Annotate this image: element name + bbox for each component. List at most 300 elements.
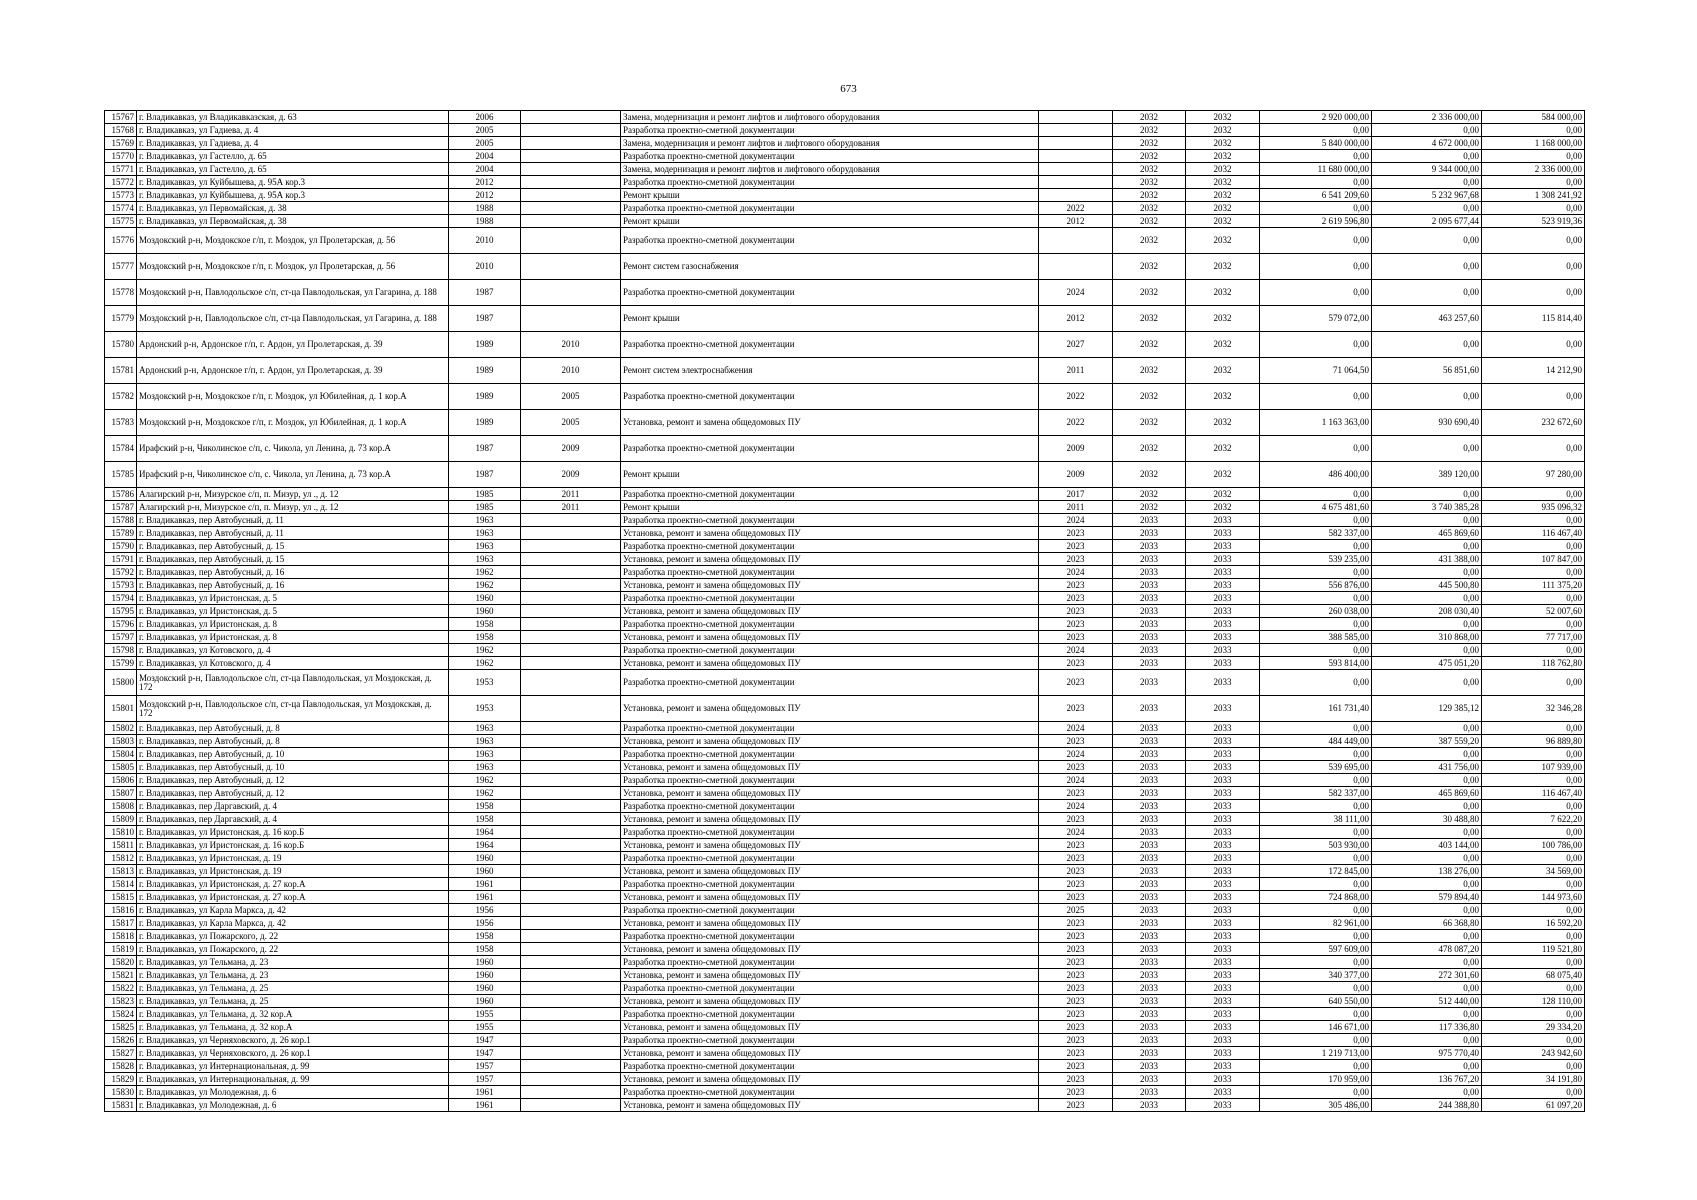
row-number-cell: 15816	[105, 904, 137, 917]
work-type-cell: Замена, модернизация и ремонт лифтов и лифтового оборудования	[621, 163, 1039, 176]
row-number-cell: 15792	[105, 566, 137, 579]
page-number: 673	[840, 83, 857, 95]
row-number-cell: 15818	[105, 930, 137, 943]
row-number-cell: 15831	[105, 1099, 137, 1112]
row-number-cell: 15800	[105, 670, 137, 696]
plan-start-year-cell: 2033	[1113, 1008, 1186, 1021]
total-cost-cell: 597 609,00	[1260, 943, 1372, 956]
plan-end-year-cell: 2033	[1186, 813, 1260, 826]
fund-cost-cell: 0,00	[1372, 228, 1482, 254]
fund-cost-cell: 56 851,60	[1372, 358, 1482, 384]
address-cell: г. Владикавказ, пер Автобусный, д. 11	[137, 514, 449, 527]
plan-start-year-cell: 2033	[1113, 904, 1186, 917]
total-cost-cell: 71 064,50	[1260, 358, 1372, 384]
last-repair-year-cell: 2017	[1039, 488, 1113, 501]
total-cost-cell: 0,00	[1260, 488, 1372, 501]
year-built-cell: 1963	[449, 553, 521, 566]
plan-end-year-cell: 2033	[1186, 696, 1260, 722]
work-type-cell: Разработка проектно-сметной документации	[621, 228, 1039, 254]
owners-cost-cell: 96 889,80	[1482, 735, 1585, 748]
year-repair-cell	[521, 943, 621, 956]
year-repair-cell	[521, 995, 621, 1008]
address-cell: г. Владикавказ, пер Автобусный, д. 12	[137, 787, 449, 800]
year-repair-cell	[521, 1047, 621, 1060]
last-repair-year-cell: 2023	[1039, 852, 1113, 865]
plan-end-year-cell: 2033	[1186, 670, 1260, 696]
address-cell: г. Владикавказ, ул Иристонская, д. 19	[137, 852, 449, 865]
row-number-cell: 15780	[105, 332, 137, 358]
total-cost-cell: 539 695,00	[1260, 761, 1372, 774]
year-repair-cell	[521, 553, 621, 566]
total-cost-cell: 0,00	[1260, 280, 1372, 306]
plan-start-year-cell: 2033	[1113, 566, 1186, 579]
fund-cost-cell: 0,00	[1372, 540, 1482, 553]
address-cell: г. Владикавказ, ул Молодежная, д. 6	[137, 1086, 449, 1099]
table-row	[105, 384, 1585, 410]
plan-start-year-cell: 2033	[1113, 761, 1186, 774]
row-number-cell: 15787	[105, 501, 137, 514]
row-number-cell: 15778	[105, 280, 137, 306]
work-type-cell: Разработка проектно-сметной документации	[621, 514, 1039, 527]
plan-end-year-cell: 2032	[1186, 124, 1260, 137]
year-built-cell: 1963	[449, 722, 521, 735]
address-cell: г. Владикавказ, ул Карла Маркса, д. 42	[137, 917, 449, 930]
address-cell: г. Владикавказ, ул Черняховского, д. 26 кор.1	[137, 1047, 449, 1060]
owners-cost-cell: 232 672,60	[1482, 410, 1585, 436]
year-built-cell: 1963	[449, 514, 521, 527]
address-cell: г. Владикавказ, пер Автобусный, д. 16	[137, 566, 449, 579]
address-cell: г. Владикавказ, ул Тельмана, д. 25	[137, 982, 449, 995]
year-built-cell: 1947	[449, 1034, 521, 1047]
year-repair-cell	[521, 670, 621, 696]
plan-end-year-cell: 2033	[1186, 1047, 1260, 1060]
year-repair-cell	[521, 813, 621, 826]
last-repair-year-cell: 2024	[1039, 748, 1113, 761]
fund-cost-cell: 389 120,00	[1372, 462, 1482, 488]
last-repair-year-cell	[1039, 228, 1113, 254]
fund-cost-cell: 244 388,80	[1372, 1099, 1482, 1112]
year-repair-cell	[521, 982, 621, 995]
total-cost-cell: 0,00	[1260, 878, 1372, 891]
row-number-cell: 15828	[105, 1060, 137, 1073]
row-number-cell: 15799	[105, 657, 137, 670]
address-cell: г. Владикавказ, ул Котовского, д. 4	[137, 644, 449, 657]
total-cost-cell: 0,00	[1260, 800, 1372, 813]
year-built-cell: 1960	[449, 995, 521, 1008]
total-cost-cell: 0,00	[1260, 930, 1372, 943]
owners-cost-cell: 32 346,28	[1482, 696, 1585, 722]
plan-start-year-cell: 2032	[1113, 436, 1186, 462]
table-row	[105, 813, 1585, 826]
total-cost-cell: 0,00	[1260, 150, 1372, 163]
owners-cost-cell: 0,00	[1482, 670, 1585, 696]
work-type-cell: Разработка проектно-сметной документации	[621, 670, 1039, 696]
plan-end-year-cell: 2032	[1186, 228, 1260, 254]
plan-start-year-cell: 2033	[1113, 618, 1186, 631]
table-row	[105, 722, 1585, 735]
work-type-cell: Замена, модернизация и ремонт лифтов и лифтового оборудования	[621, 137, 1039, 150]
owners-cost-cell: 0,00	[1482, 930, 1585, 943]
year-built-cell: 1988	[449, 215, 521, 228]
row-number-cell: 15773	[105, 189, 137, 202]
row-number-cell: 15793	[105, 579, 137, 592]
total-cost-cell: 340 377,00	[1260, 969, 1372, 982]
year-built-cell: 1987	[449, 280, 521, 306]
work-type-cell: Установка, ремонт и замена общедомовых ПУ	[621, 943, 1039, 956]
total-cost-cell: 0,00	[1260, 982, 1372, 995]
plan-start-year-cell: 2033	[1113, 852, 1186, 865]
year-built-cell: 1958	[449, 618, 521, 631]
last-repair-year-cell: 2024	[1039, 514, 1113, 527]
owners-cost-cell: 34 569,00	[1482, 865, 1585, 878]
total-cost-cell: 503 930,00	[1260, 839, 1372, 852]
plan-end-year-cell: 2033	[1186, 774, 1260, 787]
fund-cost-cell: 2 336 000,00	[1372, 111, 1482, 124]
plan-end-year-cell: 2032	[1186, 254, 1260, 280]
fund-cost-cell: 465 869,60	[1372, 787, 1482, 800]
table-row	[105, 670, 1585, 696]
plan-end-year-cell: 2032	[1186, 202, 1260, 215]
fund-cost-cell: 0,00	[1372, 566, 1482, 579]
owners-cost-cell: 119 521,80	[1482, 943, 1585, 956]
table-row	[105, 930, 1585, 943]
address-cell: г. Владикавказ, ул Иристонская, д. 8	[137, 618, 449, 631]
last-repair-year-cell: 2023	[1039, 592, 1113, 605]
fund-cost-cell: 0,00	[1372, 852, 1482, 865]
year-built-cell: 1962	[449, 657, 521, 670]
table-row	[105, 826, 1585, 839]
plan-end-year-cell: 2032	[1186, 163, 1260, 176]
address-cell: г. Владикавказ, пер Автобусный, д. 11	[137, 527, 449, 540]
plan-end-year-cell: 2032	[1186, 176, 1260, 189]
plan-end-year-cell: 2033	[1186, 787, 1260, 800]
table-row	[105, 111, 1585, 124]
owners-cost-cell: 0,00	[1482, 1008, 1585, 1021]
plan-end-year-cell: 2033	[1186, 878, 1260, 891]
year-repair-cell	[521, 540, 621, 553]
last-repair-year-cell: 2023	[1039, 618, 1113, 631]
total-cost-cell: 556 876,00	[1260, 579, 1372, 592]
row-number-cell: 15819	[105, 943, 137, 956]
work-type-cell: Ремонт крыши	[621, 306, 1039, 332]
owners-cost-cell: 34 191,80	[1482, 1073, 1585, 1086]
work-type-cell: Разработка проектно-сметной документации	[621, 176, 1039, 189]
last-repair-year-cell: 2023	[1039, 527, 1113, 540]
address-cell: г. Владикавказ, пер Автобусный, д. 10	[137, 761, 449, 774]
plan-end-year-cell: 2033	[1186, 865, 1260, 878]
fund-cost-cell: 0,00	[1372, 150, 1482, 163]
plan-start-year-cell: 2032	[1113, 384, 1186, 410]
last-repair-year-cell: 2023	[1039, 930, 1113, 943]
year-repair-cell	[521, 761, 621, 774]
plan-end-year-cell: 2033	[1186, 891, 1260, 904]
plan-end-year-cell: 2033	[1186, 1008, 1260, 1021]
owners-cost-cell: 0,00	[1482, 1060, 1585, 1073]
plan-start-year-cell: 2032	[1113, 189, 1186, 202]
plan-start-year-cell: 2033	[1113, 787, 1186, 800]
table-row	[105, 631, 1585, 644]
table-row	[105, 1034, 1585, 1047]
plan-start-year-cell: 2032	[1113, 462, 1186, 488]
plan-start-year-cell: 2033	[1113, 891, 1186, 904]
plan-start-year-cell: 2033	[1113, 514, 1186, 527]
plan-start-year-cell: 2033	[1113, 1086, 1186, 1099]
last-repair-year-cell: 2022	[1039, 384, 1113, 410]
address-cell: г. Владикавказ, ул Пожарского, д. 22	[137, 943, 449, 956]
fund-cost-cell: 310 868,00	[1372, 631, 1482, 644]
fund-cost-cell: 431 756,00	[1372, 761, 1482, 774]
total-cost-cell: 0,00	[1260, 202, 1372, 215]
year-repair-cell	[521, 800, 621, 813]
year-built-cell: 1963	[449, 748, 521, 761]
work-type-cell: Разработка проектно-сметной документации	[621, 878, 1039, 891]
plan-end-year-cell: 2033	[1186, 839, 1260, 852]
plan-end-year-cell: 2032	[1186, 436, 1260, 462]
total-cost-cell: 0,00	[1260, 644, 1372, 657]
fund-cost-cell: 0,00	[1372, 748, 1482, 761]
owners-cost-cell: 29 334,20	[1482, 1021, 1585, 1034]
address-cell: г. Владикавказ, ул Интернациональная, д. 99	[137, 1060, 449, 1073]
year-built-cell: 1958	[449, 800, 521, 813]
plan-end-year-cell: 2032	[1186, 358, 1260, 384]
plan-end-year-cell: 2033	[1186, 735, 1260, 748]
owners-cost-cell: 100 786,00	[1482, 839, 1585, 852]
last-repair-year-cell: 2023	[1039, 670, 1113, 696]
row-number-cell: 15811	[105, 839, 137, 852]
table-row	[105, 618, 1585, 631]
row-number-cell: 15807	[105, 787, 137, 800]
owners-cost-cell: 2 336 000,00	[1482, 163, 1585, 176]
row-number-cell: 15797	[105, 631, 137, 644]
plan-start-year-cell: 2033	[1113, 1047, 1186, 1060]
fund-cost-cell: 117 336,80	[1372, 1021, 1482, 1034]
fund-cost-cell: 0,00	[1372, 982, 1482, 995]
total-cost-cell: 0,00	[1260, 566, 1372, 579]
plan-start-year-cell: 2032	[1113, 410, 1186, 436]
year-repair-cell	[521, 176, 621, 189]
year-repair-cell: 2011	[521, 501, 621, 514]
table-row	[105, 215, 1585, 228]
total-cost-cell: 724 868,00	[1260, 891, 1372, 904]
fund-cost-cell: 0,00	[1372, 176, 1482, 189]
table-row	[105, 657, 1585, 670]
year-built-cell: 1987	[449, 462, 521, 488]
fund-cost-cell: 0,00	[1372, 592, 1482, 605]
plan-start-year-cell: 2032	[1113, 215, 1186, 228]
fund-cost-cell: 0,00	[1372, 384, 1482, 410]
plan-end-year-cell: 2033	[1186, 995, 1260, 1008]
year-built-cell: 2012	[449, 176, 521, 189]
table-row	[105, 462, 1585, 488]
year-repair-cell: 2009	[521, 436, 621, 462]
address-cell: Моздокский р-н, Моздокское г/п, г. Моздок, ул Юбилейная, д. 1 кор.А	[137, 410, 449, 436]
row-number-cell: 15814	[105, 878, 137, 891]
fund-cost-cell: 0,00	[1372, 722, 1482, 735]
row-number-cell: 15802	[105, 722, 137, 735]
work-type-cell: Установка, ремонт и замена общедомовых ПУ	[621, 735, 1039, 748]
row-number-cell: 15776	[105, 228, 137, 254]
total-cost-cell: 146 671,00	[1260, 1021, 1372, 1034]
plan-start-year-cell: 2033	[1113, 982, 1186, 995]
last-repair-year-cell: 2023	[1039, 917, 1113, 930]
address-cell: Алагирский р-н, Мизурское с/п, п. Мизур, ул ., д. 12	[137, 501, 449, 514]
plan-start-year-cell: 2033	[1113, 644, 1186, 657]
year-repair-cell	[521, 1060, 621, 1073]
total-cost-cell: 0,00	[1260, 748, 1372, 761]
plan-end-year-cell: 2033	[1186, 761, 1260, 774]
owners-cost-cell: 0,00	[1482, 332, 1585, 358]
plan-start-year-cell: 2033	[1113, 1060, 1186, 1073]
work-type-cell: Разработка проектно-сметной документации	[621, 566, 1039, 579]
year-built-cell: 1987	[449, 436, 521, 462]
last-repair-year-cell: 2023	[1039, 1086, 1113, 1099]
table-row	[105, 540, 1585, 553]
year-built-cell: 1958	[449, 943, 521, 956]
year-repair-cell	[521, 618, 621, 631]
year-repair-cell	[521, 137, 621, 150]
work-type-cell: Разработка проектно-сметной документации	[621, 1086, 1039, 1099]
plan-start-year-cell: 2032	[1113, 124, 1186, 137]
work-type-cell: Установка, ремонт и замена общедомовых ПУ	[621, 1021, 1039, 1034]
address-cell: г. Владикавказ, пер Автобусный, д. 12	[137, 774, 449, 787]
fund-cost-cell: 975 770,40	[1372, 1047, 1482, 1060]
year-repair-cell	[521, 280, 621, 306]
year-repair-cell	[521, 189, 621, 202]
fund-cost-cell: 0,00	[1372, 514, 1482, 527]
year-built-cell: 1964	[449, 826, 521, 839]
year-repair-cell	[521, 696, 621, 722]
table-row	[105, 787, 1585, 800]
total-cost-cell: 0,00	[1260, 228, 1372, 254]
owners-cost-cell: 0,00	[1482, 176, 1585, 189]
year-repair-cell	[521, 891, 621, 904]
table-row	[105, 410, 1585, 436]
row-number-cell: 15789	[105, 527, 137, 540]
total-cost-cell: 388 585,00	[1260, 631, 1372, 644]
row-number-cell: 15815	[105, 891, 137, 904]
year-built-cell: 1985	[449, 501, 521, 514]
year-repair-cell	[521, 904, 621, 917]
row-number-cell: 15795	[105, 605, 137, 618]
row-number-cell: 15801	[105, 696, 137, 722]
plan-start-year-cell: 2033	[1113, 800, 1186, 813]
address-cell: Моздокский р-н, Моздокское г/п, г. Моздок, ул Пролетарская, д. 56	[137, 254, 449, 280]
plan-start-year-cell: 2033	[1113, 956, 1186, 969]
address-cell: Моздокский р-н, Павлодольское с/п, ст-ца Павлодольская, ул Моздокская, д. 172	[137, 670, 449, 696]
owners-cost-cell: 97 280,00	[1482, 462, 1585, 488]
plan-end-year-cell: 2033	[1186, 1086, 1260, 1099]
year-repair-cell: 2009	[521, 462, 621, 488]
year-built-cell: 1956	[449, 917, 521, 930]
total-cost-cell: 0,00	[1260, 1034, 1372, 1047]
plan-end-year-cell: 2033	[1186, 605, 1260, 618]
plan-end-year-cell: 2033	[1186, 592, 1260, 605]
year-built-cell: 1960	[449, 982, 521, 995]
year-built-cell: 1953	[449, 696, 521, 722]
address-cell: Ардонский р-н, Ардонское г/п, г. Ардон, ул Пролетарская, д. 39	[137, 358, 449, 384]
last-repair-year-cell: 2023	[1039, 761, 1113, 774]
owners-cost-cell: 935 096,32	[1482, 501, 1585, 514]
table-row	[105, 592, 1585, 605]
year-built-cell: 1989	[449, 358, 521, 384]
total-cost-cell: 640 550,00	[1260, 995, 1372, 1008]
plan-end-year-cell: 2033	[1186, 904, 1260, 917]
address-cell: г. Владикавказ, пер Автобусный, д. 8	[137, 722, 449, 735]
plan-end-year-cell: 2033	[1186, 982, 1260, 995]
year-repair-cell	[521, 631, 621, 644]
plan-end-year-cell: 2032	[1186, 215, 1260, 228]
address-cell: г. Владикавказ, ул Первомайская, д. 38	[137, 202, 449, 215]
plan-end-year-cell: 2033	[1186, 956, 1260, 969]
total-cost-cell: 161 731,40	[1260, 696, 1372, 722]
plan-end-year-cell: 2033	[1186, 1021, 1260, 1034]
row-number-cell: 15817	[105, 917, 137, 930]
row-number-cell: 15775	[105, 215, 137, 228]
work-type-cell: Установка, ремонт и замена общедомовых ПУ	[621, 696, 1039, 722]
plan-start-year-cell: 2033	[1113, 722, 1186, 735]
work-type-cell: Установка, ремонт и замена общедомовых ПУ	[621, 891, 1039, 904]
fund-cost-cell: 465 869,60	[1372, 527, 1482, 540]
plan-start-year-cell: 2033	[1113, 540, 1186, 553]
owners-cost-cell: 0,00	[1482, 722, 1585, 735]
repair-program-table	[104, 110, 1585, 1112]
work-type-cell: Ремонт крыши	[621, 462, 1039, 488]
address-cell: г. Владикавказ, пер Автобусный, д. 8	[137, 735, 449, 748]
fund-cost-cell: 0,00	[1372, 124, 1482, 137]
last-repair-year-cell: 2023	[1039, 865, 1113, 878]
work-type-cell: Установка, ремонт и замена общедомовых ПУ	[621, 917, 1039, 930]
fund-cost-cell: 387 559,20	[1372, 735, 1482, 748]
plan-end-year-cell: 2033	[1186, 917, 1260, 930]
last-repair-year-cell: 2023	[1039, 657, 1113, 670]
row-number-cell: 15805	[105, 761, 137, 774]
owners-cost-cell: 116 467,40	[1482, 787, 1585, 800]
plan-end-year-cell: 2033	[1186, 722, 1260, 735]
address-cell: г. Владикавказ, ул Иристонская, д. 5	[137, 592, 449, 605]
table-row	[105, 800, 1585, 813]
row-number-cell: 15779	[105, 306, 137, 332]
table-row	[105, 137, 1585, 150]
last-repair-year-cell: 2024	[1039, 280, 1113, 306]
fund-cost-cell: 445 500,80	[1372, 579, 1482, 592]
year-built-cell: 1960	[449, 956, 521, 969]
work-type-cell: Разработка проектно-сметной документации	[621, 956, 1039, 969]
work-type-cell: Установка, ремонт и замена общедомовых ПУ	[621, 1099, 1039, 1112]
owners-cost-cell: 0,00	[1482, 774, 1585, 787]
year-built-cell: 1987	[449, 306, 521, 332]
last-repair-year-cell: 2023	[1039, 553, 1113, 566]
owners-cost-cell: 111 375,20	[1482, 579, 1585, 592]
owners-cost-cell: 0,00	[1482, 228, 1585, 254]
last-repair-year-cell: 2011	[1039, 358, 1113, 384]
year-repair-cell: 2005	[521, 410, 621, 436]
fund-cost-cell: 4 672 000,00	[1372, 137, 1482, 150]
plan-start-year-cell: 2032	[1113, 228, 1186, 254]
owners-cost-cell: 118 762,80	[1482, 657, 1585, 670]
total-cost-cell: 1 163 363,00	[1260, 410, 1372, 436]
row-number-cell: 15784	[105, 436, 137, 462]
last-repair-year-cell: 2024	[1039, 826, 1113, 839]
work-type-cell: Установка, ремонт и замена общедомовых ПУ	[621, 865, 1039, 878]
work-type-cell: Разработка проектно-сметной документации	[621, 852, 1039, 865]
fund-cost-cell: 0,00	[1372, 1086, 1482, 1099]
table-row	[105, 1021, 1585, 1034]
year-built-cell: 1962	[449, 644, 521, 657]
year-repair-cell	[521, 722, 621, 735]
year-repair-cell	[521, 527, 621, 540]
last-repair-year-cell: 2023	[1039, 631, 1113, 644]
work-type-cell: Разработка проектно-сметной документации	[621, 904, 1039, 917]
